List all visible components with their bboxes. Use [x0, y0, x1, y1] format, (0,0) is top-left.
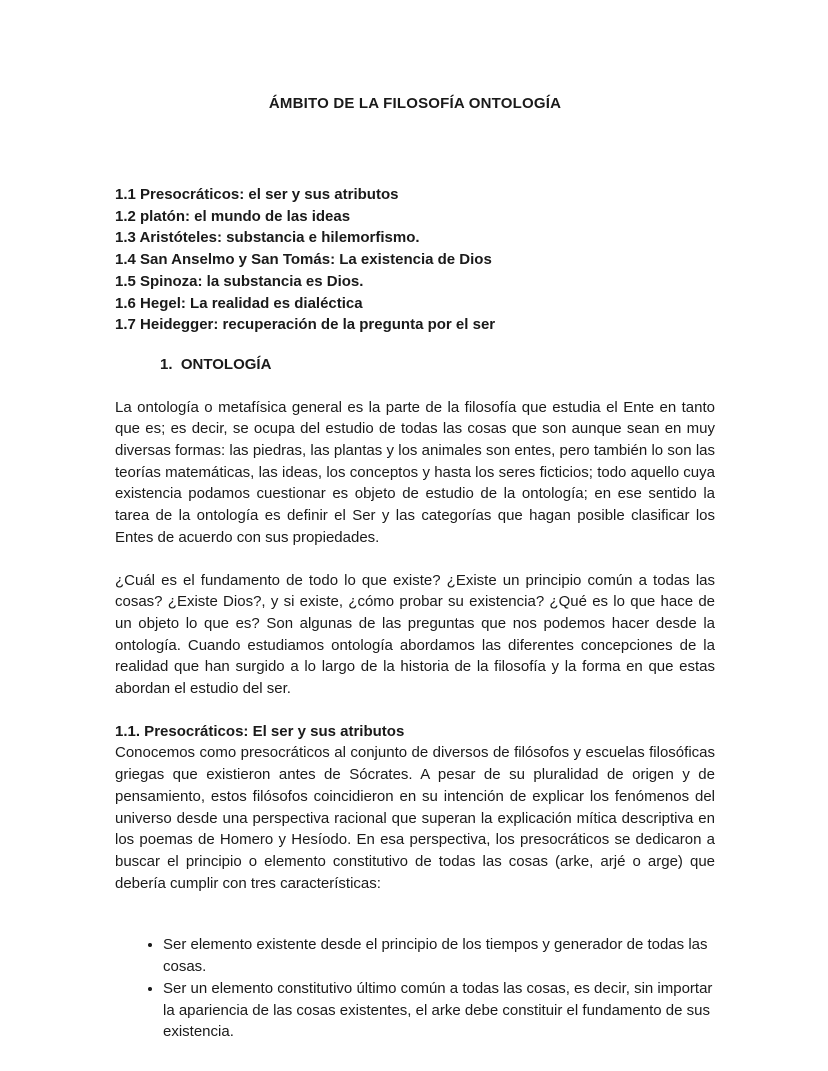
toc-list	[115, 184, 715, 336]
toc-item-1-7: 1.7 Heidegger: recuperación de la pregunta por el ser	[115, 316, 496, 334]
toc-item-1-4: 1.4 San Anselmo y San Tomás: La existencia de Dios	[115, 251, 492, 269]
document-title: ÁMBITO DE LA FILOSOFÍA ONTOLOGÍA	[268, 95, 562, 112]
toc-item-1-3: 1.3 Aristóteles: substancia e hilemorfismo.	[115, 229, 420, 247]
toc-item-1-5: 1.5 Spinoza: la substancia es Dios.	[115, 272, 364, 290]
paragraph-presocraticos: Conocemos como presocráticos al conjunto de diversos de filósofos y escuelas filosóficas griegas que existieron antes de Sócrates. A pesar de su pluralidad de origen y de pensamiento, estos filósofos coincidieron en su intención de explicar los fenómenos del universo desde una perspectiva racional que superan la explicación mítica descriptiva en los poemas de Homero y Hesíodo. En esa perspectiva, los presocráticos se dedicaron a buscar el principio o elemento constitutivo de todas las cosas (arke, arjé o arge) que debería cumplir con tres características:	[115, 744, 715, 892]
paragraph-ontologia-2: ¿Cuál es el fundamento de todo lo que existe? ¿Existe un principio común a todas las cosas? ¿Existe Dios?, y si existe, ¿cómo probar su existencia? ¿Qué es lo que hace de un objeto lo que es? Son algunas de las preguntas que nos podemos hacer desde la ontología. Cuando estudiamos ontología abordamos las diferentes concepciones de la realidad que han surgido a lo largo de la historia de la filosofía y la forma en que estas abordan el estudio del ser.	[115, 571, 715, 698]
toc-item-1-1: 1.1 Presocráticos: el ser y sus atributos	[115, 186, 399, 203]
bullet-item-1: • Ser elemento existente desde el principio de los tiempos y generador de todas las cosas.	[163, 934, 715, 977]
section-heading-ontologia: 1. ONTOLOGÍA	[160, 355, 272, 373]
section-heading-presocraticos: 1.1. Presocráticos: El ser y sus atributos	[115, 722, 405, 740]
toc-item-1-2: 1.2 platón: el mundo de las ideas	[115, 207, 351, 225]
bullet-list	[115, 934, 715, 1043]
toc-item-1-6: 1.6 Hegel: La realidad es dialéctica	[115, 294, 363, 312]
bullet-item-2: • Ser un elemento constitutivo último común a todas las cosas, es decir, sin importar la apariencia de las cosas existentes, el arke debe constituir el fundamento de sus existencia.	[163, 978, 715, 1043]
paragraph-ontologia-1: La ontología o metafísica general es la parte de la filosofía que estudia el Ente en tanto que es; es decir, se ocupa del estudio de todas las cosas que son aunque sean en muy diversas formas: las piedras, las plantas y los animales son entes, pero también lo son las teorías matemáticas, las ideas, los conceptos y hasta los seres ficticios; todo aquello cuya existencia podamos cuestionar es objeto de estudio de la ontología; en ese sentido la tarea de la ontología es definir el Ser y las categorías que hagan posible clasificar los Entes de acuerdo con sus propiedades.	[115, 398, 715, 546]
